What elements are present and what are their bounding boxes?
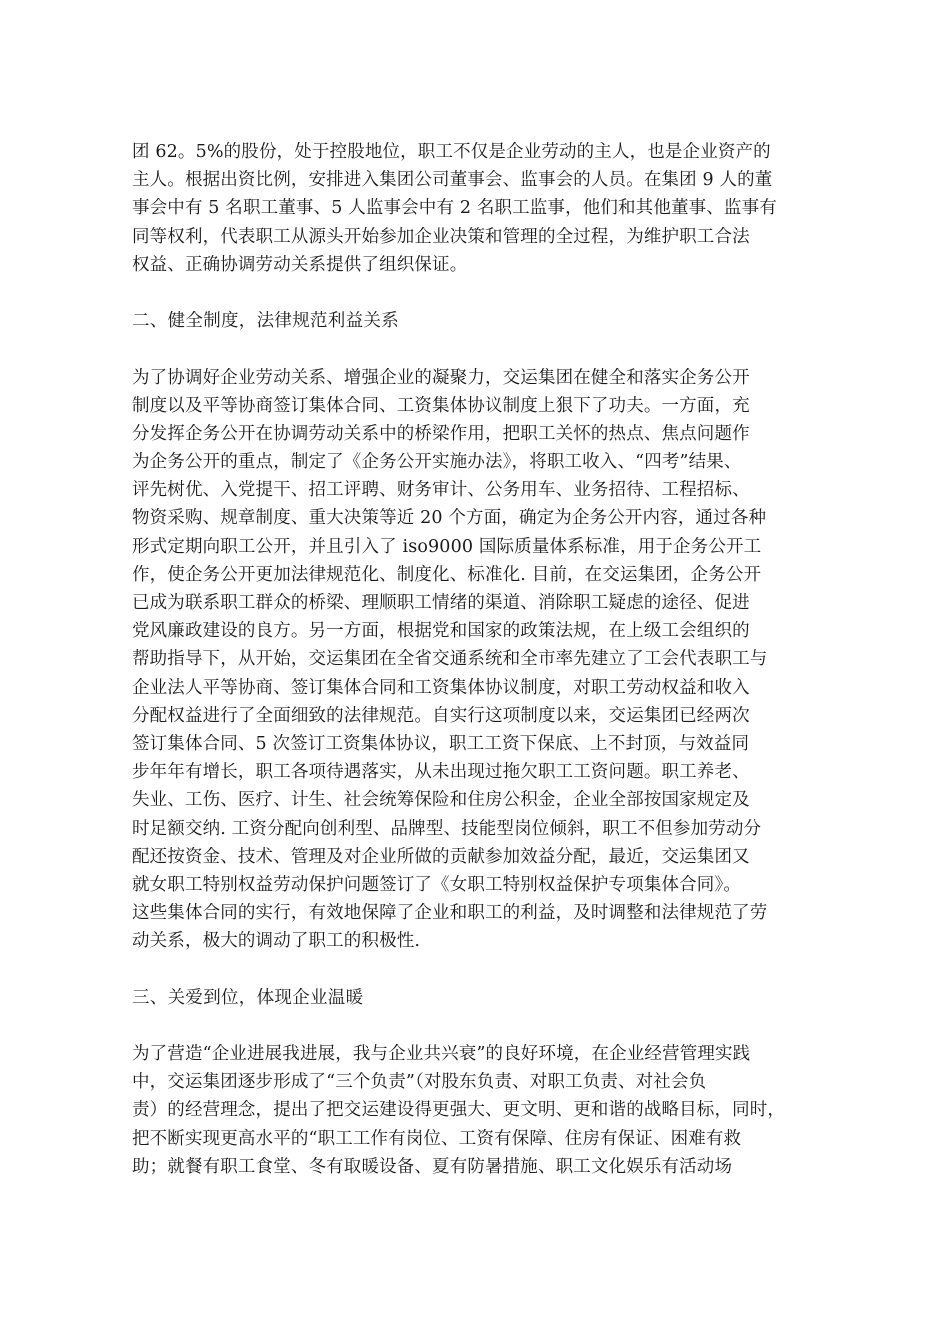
text-line: 制度以及平等协商签订集体合同、工资集体协议制度上狠下了功夫。一方面，充 [132,395,750,416]
text-line: 中，交运集团逐步形成了“三个负责”（对股东负责、对职工负责、对社会负 [132,1072,707,1093]
text-line: 配还按资金、技术、管理及对企业所做的贡献参加效益分配，最近，交运集团又 [132,846,750,867]
text-line: 评先树优、入党提干、招工评聘、财务审计、公务用车、业务招待、工程招标、 [132,480,750,501]
text-line: 企业法人平等协商、签订集体合同和工资集体协议制度，对职工劳动权益和收入 [132,677,750,698]
text-line: 为了协调好企业劳动关系、增强企业的凝聚力，交运集团在健全和落实企务公开 [132,367,750,388]
paragraph-care [132,1040,822,1181]
text-line: 事会中有 5 名职工董事、5 人监事会中有 2 名职工监事，他们和其他董事、监事有 [132,198,777,219]
text-line: 团 62。5%的股份，处于控股地位，职工不仅是企业劳动的主人，也是企业资产的 [132,142,771,162]
text-line: 责）的经营理念，提出了把交运建设得更强大、更文明、更和谐的战略目标，同时， [132,1100,786,1121]
heading-text: 二、健全制度，法律规范利益关系 [132,311,399,332]
text-line: 党风廉政建设的良方。另一方面，根据党和国家的政策法规，在上级工会组织的 [132,621,750,642]
text-line: 失业、工伤、医疗、计生、社会统筹保险和住房公积金，企业全部按国家规定及 [132,790,750,811]
text-line: 这些集体合同的实行，有效地保障了企业和职工的利益，及时调整和法律规范了劳 [132,903,768,924]
text-line: 为了营造“企业进展我进展，我与企业共兴衰”的良好环境，在企业经营管理实践 [132,1044,751,1064]
text-line: 物资采购、规章制度、重大决策等近 20 个方面，确定为企务公开内容，通过各种 [132,508,767,529]
text-line: 时足额交纳. 工资分配向创利型、品牌型、技能型岗位倾斜，职工不但参加劳动分 [132,818,762,839]
section-heading-3 [132,984,822,1012]
text-line: 助；就餐有职工食堂、冬有取暖设备、夏有防暑措施、职工文化娱乐有活动场 [132,1156,733,1177]
text-line: 已成为联系职工群众的桥梁、理顺职工情绪的渠道、消除职工疑虑的途径、促进 [132,593,750,613]
text-line: 把不断实现更高水平的“职工工作有岗位、工资有保障、住房有保证、困难有救 [132,1128,742,1149]
document-page [132,138,822,1181]
paragraph-shareholding [132,138,822,279]
text-line: 签订集体合同、5 次签订工资集体协议，职工工资下保底、上不封顶，与效益同 [132,733,750,754]
paragraph-gap [132,279,822,307]
text-line: 同等权利，代表职工从源头开始参加企业决策和管理的全过程，为维护职工合法 [132,226,750,247]
text-line: 作，使企务公开更加法律规范化、制度化、标准化. 目前，在交运集团，企务公开 [132,564,762,585]
text-line: 主人。根据出资比例，安排进入集团公司董事会、监事会的人员。在集团 9 人的董 [132,170,773,191]
text-line: 为企务公开的重点，制定了《企务公开实施办法》，将职工收入、“四考”结果、 [132,452,742,473]
paragraph-gap [132,1012,822,1040]
text-line: 就女职工特别权益劳动保护问题签订了《女职工特别权益保护专项集体合同》。 [132,874,741,895]
paragraph-gap [132,955,822,983]
text-line: 动关系，极大的调动了职工的积极性. [132,931,421,952]
heading-text: 三、关爱到位，体现企业温暖 [132,987,364,1008]
text-line: 分发挥企务公开在协调劳动关系中的桥梁作用，把职工关怀的热点、焦点问题作 [132,423,750,444]
text-line: 形式定期向职工公开，并且引入了 iso9000 国际质量体系标准，用于企务公开工 [132,536,762,557]
paragraph-gap [132,335,822,363]
text-line: 分配权益进行了全面细致的法律规范。自实行这项制度以来，交运集团已经两次 [132,705,750,726]
section-heading-2 [132,307,822,335]
paragraph-system [132,364,822,956]
text-line: 帮助指导下，从开始，交运集团在全省交通系统和全市率先建立了工会代表职工与 [132,649,768,670]
text-line: 权益、正确协调劳动关系提供了组织保证。 [132,254,468,275]
text-line: 步年年有增长，职工各项待遇落实，从未出现过拖欠职工工资问题。职工养老、 [132,762,750,783]
